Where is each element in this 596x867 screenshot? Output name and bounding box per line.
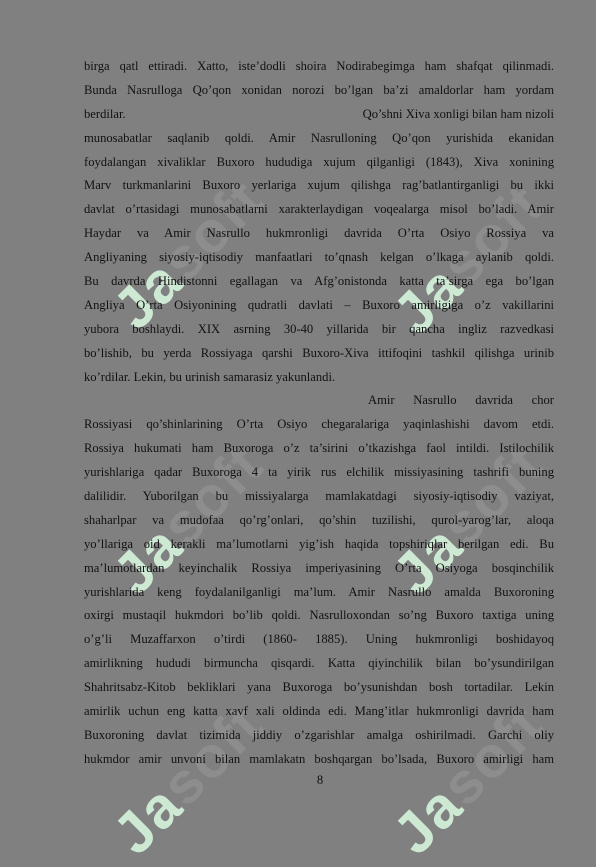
text-line: Marv turkmanlarini Buxoro yerlariga xujum qilishga rag’batlantirganligi bu ikki [84,178,554,193]
text-line: o’g’li Muzaffarxon o’tirdi (1860- 1885). Uning hukmronligi boshidayoq [84,632,554,647]
text-line: Buxoroning davlat tizimida jiddiy o’zgarishlar amalga oshirilmadi. Garchi oliy [84,727,554,742]
text-line-fragment: Amir Nasrullo davrida chor [368,393,554,408]
text-line: amirlikning hududi birmuncha qisqardi. Katta qiyinchilik bilan bo’ysundirilgan [84,656,554,671]
text-line: munosabatlar saqlanib qoldi. Amir Nasrulloning Qo’qon yurishida ekanidan [84,130,554,145]
text-line: Angliyaning siyosiy-iqtisodiy manfaatlari to’qnash kelgan o’lkaga aylanib qoldi. [84,250,554,265]
text-line: bo’lishib, bu yerda Rossiyaga qarshi Buxoro-Xiva ittifoqini tashkil qilishga urinib [84,345,554,360]
watermark-accent: Ja [380,512,476,607]
document-body [84,55,554,772]
watermark-rest: soft [429,431,556,559]
text-line: Shahritsabz-Kitob bekliklari yana Buxoroga bo’ysunishdan bosh tortadilar. Lekin [84,680,554,695]
watermark-accent: Ja [380,772,476,867]
text-line: yo’llariga oid kerakli ma’lumotlarni yig’ish haqida topshiriqlar berilgan edi. Bu [84,536,554,551]
text-line: oxirgi mustaqil hukmdori bo’lib qoldi. Nasrulloxondan so’ng Buxoro taxtiga uning [84,608,554,623]
text-line: amirlik uchun eng katta xavf xali oldinda edi. Mang’itlar hukmronligi davrida ham [84,704,554,719]
text-line: yubora boshlaydi. XIX asrning 30-40 yillarida bir qancha ingliz razvedkasi [84,321,554,336]
text-line: Angliya O’rta Osiyonining qudratli davlati – Buxoro amirligiga o’z vakillarini [84,297,554,312]
watermark-rest: soft [149,431,276,559]
text-line [84,389,554,413]
text-line: foydalangan xivaliklar Buxoro hududiga xujum qilganligi (1843), Xiva xonining [84,154,554,169]
watermark-rest: soft [429,171,556,299]
watermark-accent: Ja [100,512,196,607]
text-line: yurishlarida keng foydalanilganligi ma’lum. Amir Nasrullo amalda Buxoroning [84,584,554,599]
text-line: birga qatl ettiradi. Xatto, iste’dodli shoira Nodirabegimga ham shafqat qilinmadi. [84,59,554,73]
text-line: hukmdor amir unvoni bilan mamlakatn boshqargan bo’lsada, Buxoro amirligi ham [84,751,554,766]
text-line-end: Qo’shni Xiva xonligi bilan ham nizoli [362,106,554,121]
watermark-rest: soft [149,691,276,819]
text-line [84,103,554,127]
text-line: Bunda Nasrulloga Qo’qon xonidan norozi bo’lgan ba’zi amaldorlar ham yordam [84,82,554,97]
text-line: shaharlpar va mudofaa qo’rg’onlari, qo’shin tuzilishi, qurol-yarog’lar, aloqa [84,512,554,527]
watermark-accent: Ja [380,252,476,347]
text-line: dalilidir. Yuborilgan bu missiyalarga mamlakatdagi siyosiy-iqtisodiy vaziyat, [84,489,554,504]
page-number: 8 [316,773,324,787]
text-line: ko’rdilar. Lekin, bu urinish samarasiz yakunlandi. [84,369,336,384]
text-line: Rossiyasi qo’shinlarining O’rta Osiyo chegaralariga yaqinlashishi davom etdi. [84,417,554,432]
text-line-start: berdilar. [84,106,126,121]
text-line: Bu davrda Hindistonni egallagan va Afg’onistonda katta ta’sirga ega bo’lgan [84,274,554,289]
watermark-accent: Ja [100,772,196,867]
text-line: davlat o’rtasidagi munosabatlarni xarakterlaydigan voqealarga misol bo’ladi. Amir [84,202,554,217]
text-line: ma’lumotlardan keyinchalik Rossiya imperiyasining O’rta Osiyoga bosqinchilik [84,560,554,575]
text-line: Rossiya hukumati ham Buxoroga o’z ta’sirini o’tkazishga faol intildi. Istilochilik [84,441,554,456]
text-line: Haydar va Amir Nasrullo hukmronligi davrida O’rta Osiyo Rossiya va [84,226,554,241]
text-line: yurishlariga qadar Buxoroga 4 ta yirik rus elchilik missiyasining tashrifi buning [84,465,554,480]
watermark-accent: Ja [100,247,196,342]
watermark-rest: soft [429,691,556,819]
watermark-rest: soft [149,166,276,294]
